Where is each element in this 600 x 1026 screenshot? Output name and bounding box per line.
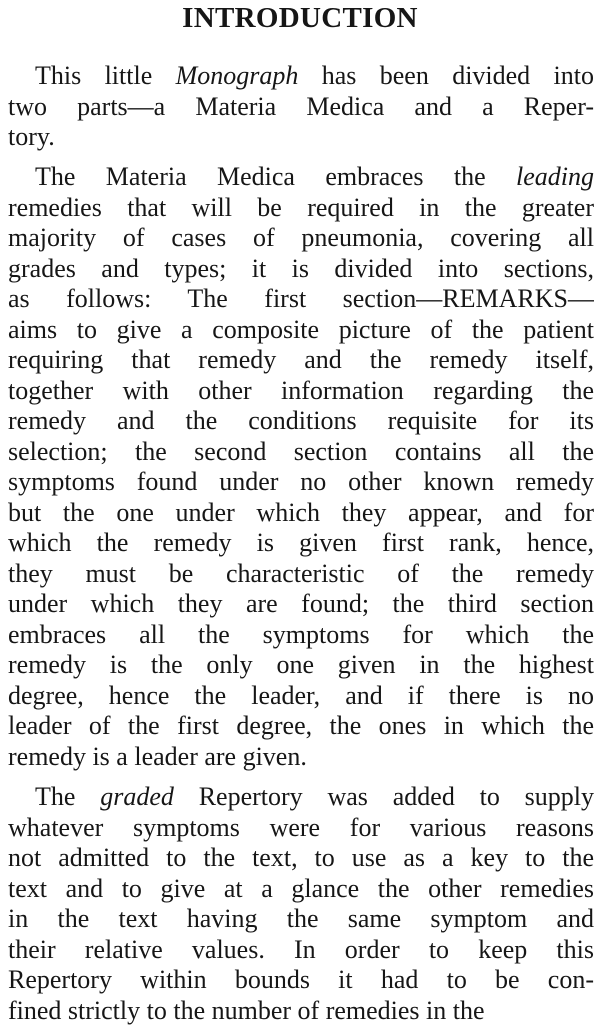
text-line: tory.	[8, 122, 594, 153]
text-line: remedy and the conditions requisite for its	[8, 406, 594, 437]
text-line: under which they are found; the third section	[8, 589, 594, 620]
text-line: as follows: The first section—REMARKS—	[8, 284, 594, 315]
text-line: but the one under which they appear, and for	[8, 498, 594, 529]
text-line: grades and types; it is divided into sections,	[8, 254, 594, 285]
text-line: text and to give at a glance the other remedies	[8, 874, 594, 905]
italic-term: graded	[100, 782, 174, 811]
text-line: not admitted to the text, to use as a key to the	[8, 843, 594, 874]
text-line: they must be characteristic of the remedy	[8, 559, 594, 590]
text-line: symptoms found under no other known remedy	[8, 467, 594, 498]
text-line: leader of the first degree, the ones in which the	[8, 711, 594, 742]
text-line: together with other information regarding the	[8, 376, 594, 407]
italic-term: Monograph	[176, 61, 299, 90]
text-line: The Materia Medica embraces the leading	[8, 162, 594, 193]
text-line: remedy is the only one given in the highest	[8, 650, 594, 681]
text-line: requiring that remedy and the remedy itself,	[8, 345, 594, 376]
text-line: fined strictly to the number of remedies in the	[8, 996, 594, 1026]
text-line: embraces all the symptoms for which the	[8, 620, 594, 651]
text-line: majority of cases of pneumonia, covering all	[8, 223, 594, 254]
page-title: INTRODUCTION	[0, 0, 600, 36]
text-line: selection; the second section contains all the	[8, 437, 594, 468]
paragraph-1	[8, 61, 594, 153]
text-line: whatever symptoms were for various reasons	[8, 813, 594, 844]
paragraph-2	[8, 162, 594, 772]
text-line: their relative values. In order to keep this	[8, 935, 594, 966]
text-line: aims to give a composite picture of the patient	[8, 315, 594, 346]
text-line: remedies that will be required in the greater	[8, 193, 594, 224]
text-line: The graded Repertory was added to supply	[8, 782, 594, 813]
text-line: This little Monograph has been divided into	[8, 61, 594, 92]
text-line: remedy is a leader are given.	[8, 742, 594, 773]
italic-term: leading	[516, 162, 594, 191]
text-line: which the remedy is given first rank, hence,	[8, 528, 594, 559]
text-line: two parts—a Materia Medica and a Reper-	[8, 92, 594, 123]
text-line: in the text having the same symptom and	[8, 904, 594, 935]
text-line: Repertory within bounds it had to be con-	[8, 965, 594, 996]
paragraph-3	[8, 782, 594, 1026]
text-line: degree, hence the leader, and if there is no	[8, 681, 594, 712]
